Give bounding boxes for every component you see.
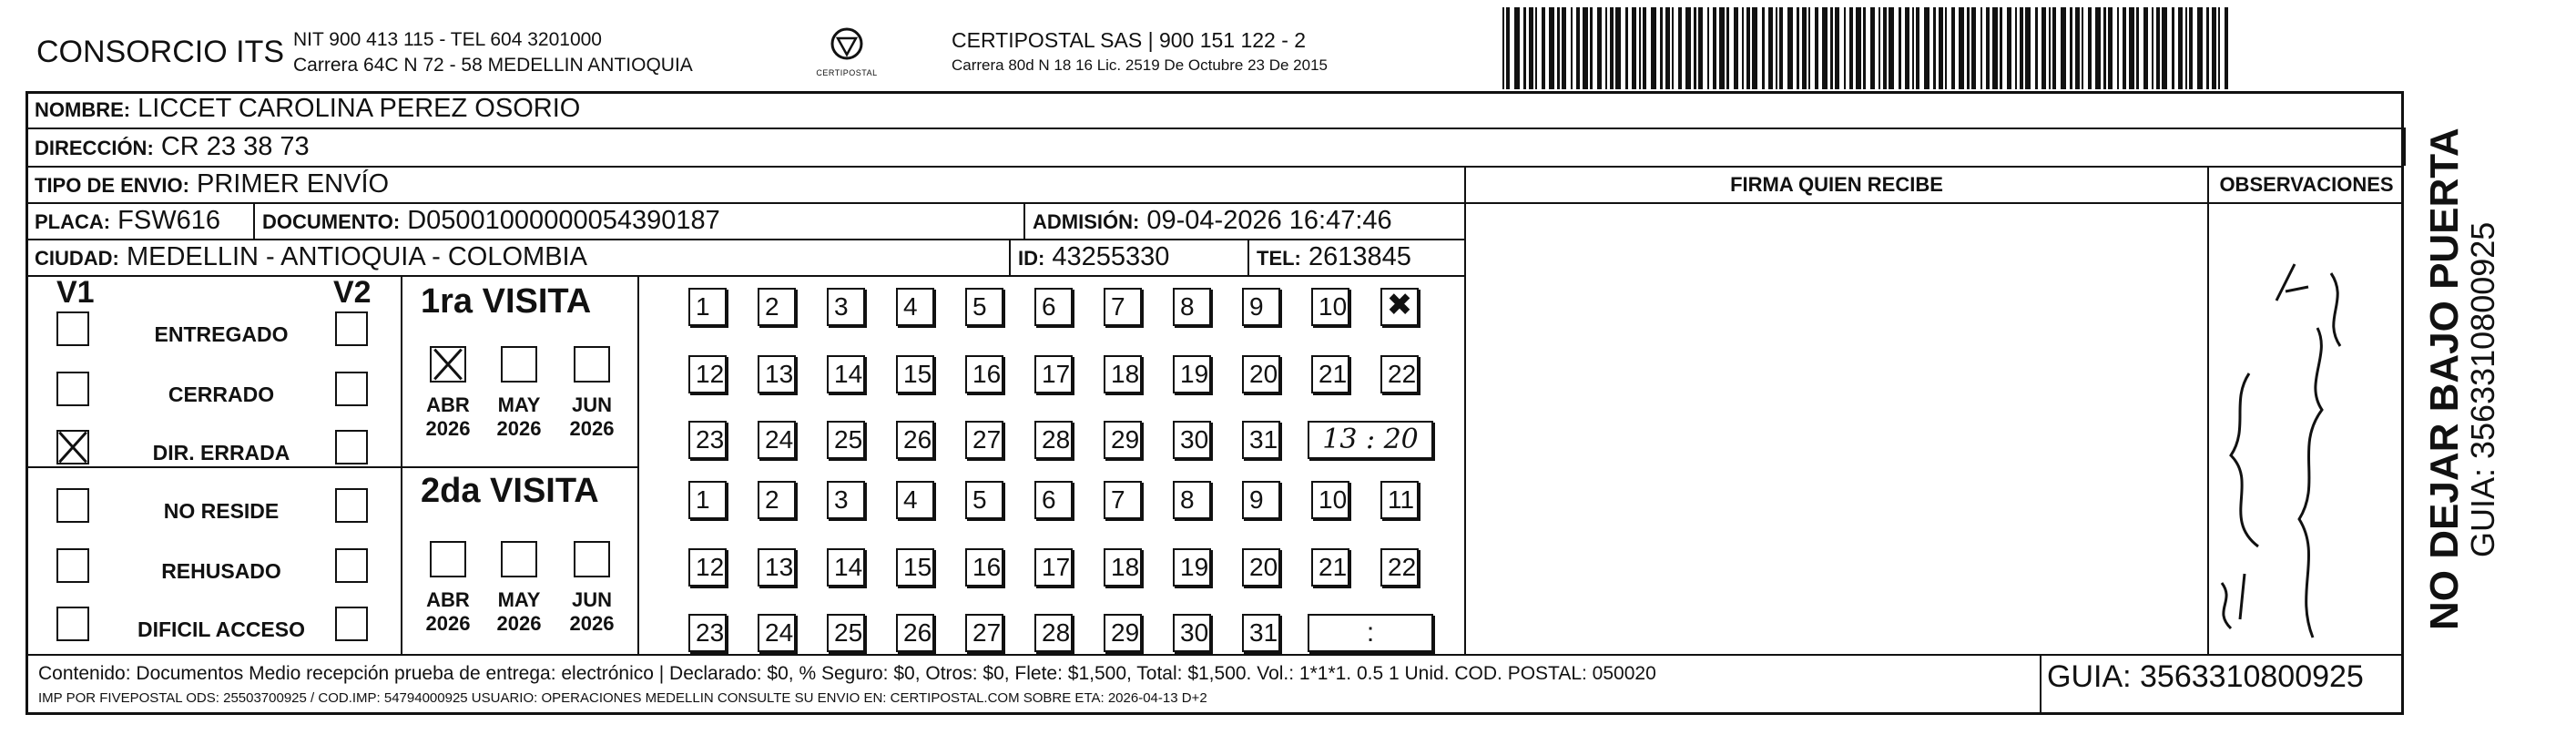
barcode-bar (1905, 7, 1909, 89)
barcode-bar (2015, 7, 2017, 89)
barcode-bar (2049, 7, 2051, 89)
cell-divider (1247, 239, 1249, 275)
calendar-day-box: 24 (758, 421, 796, 459)
barcode-bar (1583, 7, 1588, 89)
barcode-bar (1945, 7, 1947, 89)
barcode-bar (2206, 7, 2209, 89)
barcode-bar (1632, 7, 1636, 89)
month-checkbox (574, 346, 610, 383)
calendar-day-box: 27 (965, 421, 1003, 459)
barcode-bar (1787, 7, 1793, 89)
barcode-bar (1762, 7, 1765, 89)
contents-summary: Contenido: Documentos Medio recepción prueba de entrega: electrónico | Declarado: $0, % Seguro: $0, Otros: $0, Flete: $1,500, Total: $1,500. Vol.: 1*1*1. 0.5 1 Unid. COD. POSTAL: 050020 (38, 663, 1656, 684)
calendar-day-box: 25 (827, 421, 865, 459)
barcode-bar (2000, 7, 2002, 89)
barcode-bar (1529, 7, 1533, 89)
plate: FSW616 (117, 206, 220, 235)
v2-status-checkbox (335, 430, 368, 464)
barcode-bar (1815, 7, 1818, 89)
barcode-bar (2123, 7, 2126, 89)
status-option-label: REHUSADO (161, 559, 281, 583)
calendar-day-box: 22 (1380, 355, 1419, 393)
barcode-bar (2162, 7, 2167, 89)
signature-column-header: FIRMA QUIEN RECIBE (1730, 173, 1943, 196)
document-number: D05001000000054390187 (407, 206, 720, 235)
barcode-bar (1808, 7, 1810, 89)
barcode-bar (2088, 7, 2092, 89)
calendar-day-box: 3 (827, 481, 865, 519)
month-year-label: 2026 (569, 612, 615, 635)
admission-field (1033, 206, 1392, 236)
v1-status-checkbox (56, 430, 89, 464)
barcode-bar (1502, 7, 1504, 89)
barcode-bar (1514, 7, 1520, 89)
month-checkbox (501, 541, 537, 577)
barcode-bar (2070, 7, 2072, 89)
month-label: ABR (426, 393, 470, 416)
month-label: MAY (497, 393, 541, 416)
barcode-bar (1951, 7, 1955, 89)
barcode-bar (2075, 7, 2080, 89)
recipient-address: CR 23 38 73 (160, 132, 310, 161)
row-divider (25, 202, 2404, 204)
barcode-bar (1980, 7, 1982, 89)
barcode-bar (1797, 7, 1799, 89)
barcode-bar (1802, 7, 1807, 89)
calendar-day-box: 21 (1311, 355, 1349, 393)
calendar-day-box: 10 (1311, 481, 1349, 519)
v2-status-checkbox (335, 607, 368, 641)
recipient-name: LICCET CAROLINA PEREZ OSORIO (137, 94, 581, 123)
calendar-day-box: 28 (1034, 614, 1073, 652)
calendar-day-box: 16 (965, 355, 1003, 393)
row-divider (25, 166, 2404, 168)
city-label: CIUDAD: (35, 247, 119, 270)
barcode-bar (2189, 7, 2193, 89)
cell-divider (253, 202, 255, 239)
admission-label: ADMISIÓN: (1033, 210, 1140, 233)
barcode-bar (1597, 7, 1602, 89)
document-field (262, 206, 720, 236)
barcode-bar (2082, 7, 2083, 89)
status-option-label: CERRADO (168, 383, 275, 406)
calendar-day-box: 26 (896, 421, 934, 459)
second-visit-title: 2da VISITA (421, 472, 599, 510)
carrier-logo-caption: CERTIPOSTAL (816, 68, 878, 77)
calendar-day-box: 12 (688, 548, 727, 587)
barcode-bar (1734, 7, 1738, 89)
phone-field (1257, 242, 1411, 272)
calendar-day-box: 2 (758, 481, 796, 519)
barcode-bar (1933, 7, 1936, 89)
calendar-day-box: 31 (1242, 614, 1280, 652)
barcode-bar (1776, 7, 1777, 89)
calendar-day-box: 13 (758, 548, 796, 587)
month-label: ABR (426, 588, 470, 611)
v2-status-checkbox (335, 488, 368, 523)
v1-header: V1 (56, 275, 95, 310)
calendar-day-box: 17 (1034, 355, 1073, 393)
calendar-day-box: 26 (896, 614, 934, 652)
shipment-type-field (35, 169, 389, 199)
calendar-day-box: 29 (1104, 421, 1142, 459)
barcode-bar (1625, 7, 1628, 89)
document-label: DOCUMENTO: (262, 210, 401, 233)
barcode-bar (2035, 7, 2038, 89)
recipient-address-field (35, 132, 310, 162)
recipient-name-label: NOMBRE: (35, 98, 131, 121)
barcode-bar (1856, 7, 1861, 89)
observations-column-header: OBSERVACIONES (2219, 173, 2394, 196)
cell-divider (2040, 654, 2041, 715)
barcode-bar (2225, 7, 2228, 89)
status-option-label: NO RESIDE (163, 499, 280, 523)
barcode-bar (1678, 7, 1682, 89)
barcode-bar (2117, 7, 2119, 89)
shipment-type-label: TIPO DE ENVIO: (35, 174, 189, 197)
barcode-bar (1726, 7, 1729, 89)
barcode-bar (1986, 7, 1990, 89)
print-info: IMP POR FIVEPOSTAL ODS: 25503700925 / COD.IMP: 54794000925 USUARIO: OPERACIONES MEDELLIN CONSULTE SU ENVIO EN: CERTIPOSTAL.COM SOBRE ETA: 2026-04-13 D+2 (38, 690, 1207, 706)
cell-divider (401, 275, 402, 654)
calendar-day-box: 30 (1173, 421, 1211, 459)
barcode-bar (1523, 7, 1526, 89)
barcode-bar (1830, 7, 1833, 89)
calendar-day-box: 16 (965, 548, 1003, 587)
barcode-bar (1835, 7, 1839, 89)
carrier-logo (810, 26, 883, 80)
barcode-bar (1660, 7, 1663, 89)
barcode-bar (2052, 7, 2056, 89)
calendar-day-box: 13 (758, 355, 796, 393)
barcode-bar (1912, 7, 1914, 89)
barcode-bar (1707, 7, 1709, 89)
barcode-bar (1768, 7, 1773, 89)
visit-time-box: 13 : 20 (1308, 421, 1433, 459)
calendar-day-box: 20 (1242, 355, 1280, 393)
month-checkbox (501, 346, 537, 383)
barcode-bar (1571, 7, 1573, 89)
barcode-bar (1870, 7, 1875, 89)
carrier-address: Carrera 80d N 18 16 Lic. 2519 De Octubre 23 De 2015 (952, 56, 1328, 74)
calendar-day-box: 14 (827, 548, 865, 587)
barcode-bar (1939, 7, 1943, 89)
calendar-day-box: 22 (1380, 548, 1419, 587)
calendar-day-box: 18 (1104, 548, 1142, 587)
v2-status-checkbox (335, 548, 368, 583)
barcode-bar (2143, 7, 2148, 89)
cell-divider (1009, 239, 1011, 275)
barcode-bar (2103, 7, 2106, 89)
side-tracking-number: GUIA: 3563310800925 (2464, 221, 2501, 557)
barcode-bar (1685, 7, 1691, 89)
tracking-number: GUIA: 3563310800925 (2047, 659, 2364, 694)
company-nit-line: NIT 900 413 115 - TEL 604 3201000 (293, 29, 602, 50)
barcode-bar (1535, 7, 1537, 89)
barcode-bar (2041, 7, 2046, 89)
column-divider (2404, 128, 2406, 166)
calendar-day-box: 7 (1104, 481, 1142, 519)
company-info (293, 27, 693, 78)
status-option-label: ENTREGADO (154, 322, 289, 346)
carrier-line: CERTIPOSTAL SAS | 900 151 122 - 2 (952, 28, 1307, 52)
calendar-day-box: 4 (896, 481, 934, 519)
shipment-type: PRIMER ENVÍO (196, 169, 390, 199)
barcode-bar (2061, 7, 2066, 89)
barcode-bar (2129, 7, 2134, 89)
plate-field (35, 206, 220, 236)
barcode-bar (1576, 7, 1580, 89)
month-checkbox (430, 541, 466, 577)
calendar-day-box: 10 (1311, 288, 1349, 326)
first-visit-title: 1ra VISITA (421, 282, 592, 321)
calendar-day-box: 5 (965, 481, 1003, 519)
calendar-day-box: 28 (1034, 421, 1073, 459)
barcode-bar (1590, 7, 1593, 89)
v1-status-checkbox (56, 311, 89, 346)
barcode-bar (2212, 7, 2216, 89)
city-field (35, 242, 587, 272)
calendar-day-box: 4 (896, 288, 934, 326)
barcode-bar (1506, 7, 1510, 89)
company-address-line: Carrera 64C N 72 - 58 MEDELLIN ANTIOQUIA (293, 55, 693, 76)
cell-divider (637, 275, 639, 654)
barcode-bar (2152, 7, 2153, 89)
carrier-logo-icon (827, 26, 867, 64)
month-year-label: 2026 (496, 612, 542, 635)
company-name: CONSORCIO ITS (36, 35, 285, 69)
calendar-day-box: 19 (1173, 355, 1211, 393)
barcode-bar (1752, 7, 1757, 89)
carrier-info (952, 27, 1328, 78)
calendar-day-box: 19 (1173, 548, 1211, 587)
barcode-bar (1971, 7, 1976, 89)
calendar-day-box: 20 (1242, 548, 1280, 587)
barcode-bar (1643, 7, 1646, 89)
month-label: MAY (497, 588, 541, 611)
barcode-bar (1713, 7, 1716, 89)
barcode-bar (2136, 7, 2139, 89)
barcode-bar (2007, 7, 2011, 89)
barcode-bar (1863, 7, 1866, 89)
barcode-bar (1992, 7, 1998, 89)
cell-divider (1023, 202, 1025, 239)
calendar-day-box: 9 (1242, 288, 1280, 326)
calendar-day-box: 18 (1104, 355, 1142, 393)
calendar-day-box: 11 (1380, 481, 1419, 519)
tracking-barcode (1502, 7, 2231, 89)
calendar-day-box: 1 (688, 481, 727, 519)
barcode-bar (1672, 7, 1674, 89)
row-divider (25, 466, 637, 468)
barcode-bar (2197, 7, 2203, 89)
row-divider (25, 128, 2404, 129)
calendar-day-box (1380, 288, 1419, 326)
barcode-bar (1883, 7, 1887, 89)
barcode-bar (1967, 7, 1970, 89)
status-option-label: DIR. ERRADA (152, 441, 290, 464)
month-year-label: 2026 (425, 417, 471, 440)
barcode-bar (1742, 7, 1744, 89)
month-label: JUN (571, 393, 612, 416)
calendar-day-box: 15 (896, 548, 934, 587)
calendar-day-box: 8 (1173, 288, 1211, 326)
barcode-bar (1557, 7, 1560, 89)
calendar-day-box: 8 (1173, 481, 1211, 519)
phone-label: TEL: (1257, 247, 1301, 270)
city: MEDELLIN - ANTIOQUIA - COLOMBIA (126, 242, 587, 271)
barcode-bar (1549, 7, 1554, 89)
month-year-label: 2026 (425, 612, 471, 635)
barcode-bar (1959, 7, 1964, 89)
v2-status-checkbox (335, 372, 368, 406)
recipient-address-label: DIRECCIÓN: (35, 137, 154, 159)
plate-label: PLACA: (35, 210, 111, 233)
barcode-bar (1615, 7, 1621, 89)
barcode-bar (1698, 7, 1703, 89)
id-label: ID: (1018, 247, 1045, 270)
barcode-bar (2095, 7, 2101, 89)
footer-divider (25, 654, 2404, 656)
calendar-day-box: 1 (688, 288, 727, 326)
calendar-day-box: 24 (758, 614, 796, 652)
calendar-day-box: 30 (1173, 614, 1211, 652)
barcode-bar (2020, 7, 2023, 89)
barcode-bar (1605, 7, 1607, 89)
barcode-bar (1849, 7, 1853, 89)
v2-header: V2 (333, 275, 372, 310)
month-checkbox (574, 541, 610, 577)
barcode-bar (1844, 7, 1846, 89)
calendar-day-box: 29 (1104, 614, 1142, 652)
v1-status-checkbox (56, 607, 89, 641)
calendar-day-box: 21 (1311, 548, 1349, 587)
calendar-day-box: 31 (1242, 421, 1280, 459)
calendar-day-box: 2 (758, 288, 796, 326)
calendar-day-box: 5 (965, 288, 1003, 326)
barcode-bar (2025, 7, 2031, 89)
barcode-bar (2178, 7, 2183, 89)
calendar-day-box: 12 (688, 355, 727, 393)
row-divider (25, 275, 1464, 277)
barcode-bar (1639, 7, 1641, 89)
do-not-leave-warning: NO DEJAR BAJO PUERTA (2422, 128, 2467, 630)
barcode-bar (1562, 7, 1566, 89)
month-checkbox (430, 346, 466, 383)
id-number: 43255330 (1052, 242, 1170, 271)
calendar-day-box: 6 (1034, 481, 1073, 519)
barcode-bar (2156, 7, 2160, 89)
phone-number: 2613845 (1308, 242, 1411, 271)
barcode-bar (1651, 7, 1656, 89)
calendar-day-box: 6 (1034, 288, 1073, 326)
calendar-day-box: 17 (1034, 548, 1073, 587)
v2-status-checkbox (335, 311, 368, 346)
barcode-bar (1746, 7, 1750, 89)
handwritten-observation-signature (2194, 246, 2404, 647)
barcode-bar (2172, 7, 2174, 89)
recipient-name-field (35, 94, 580, 124)
barcode-bar (1665, 7, 1670, 89)
barcode-bar (1916, 7, 1919, 89)
visit-time-box: : (1308, 614, 1433, 652)
month-year-label: 2026 (569, 417, 615, 440)
calendar-day-box: 7 (1104, 288, 1142, 326)
calendar-day-box: 15 (896, 355, 934, 393)
calendar-day-box: 25 (827, 614, 865, 652)
calendar-day-box: 23 (688, 421, 727, 459)
v1-status-checkbox (56, 372, 89, 406)
calendar-day-box: 14 (827, 355, 865, 393)
column-divider (1464, 166, 1466, 654)
barcode-bar (1822, 7, 1828, 89)
barcode-bar (2218, 7, 2220, 89)
barcode-bar (2185, 7, 2187, 89)
barcode-bar (1719, 7, 1725, 89)
barcode-bar (1542, 7, 1545, 89)
admission-datetime: 09-04-2026 16:47:46 (1146, 206, 1392, 235)
barcode-bar (1924, 7, 1929, 89)
calendar-day-box: 9 (1242, 481, 1280, 519)
barcode-bar (1889, 7, 1894, 89)
barcode-bar (2108, 7, 2113, 89)
v1-status-checkbox (56, 488, 89, 523)
status-option-label: DIFICIL ACCESO (137, 617, 305, 641)
id-field (1018, 242, 1169, 272)
calendar-day-box: 3 (827, 288, 865, 326)
barcode-bar (1879, 7, 1880, 89)
barcode-bar (1610, 7, 1614, 89)
barcode-bar (1779, 7, 1783, 89)
calendar-day-box: 23 (688, 614, 727, 652)
month-label: JUN (571, 588, 612, 611)
month-year-label: 2026 (496, 417, 542, 440)
barcode-bar (1899, 7, 1901, 89)
v1-status-checkbox (56, 548, 89, 583)
calendar-day-box: 27 (965, 614, 1003, 652)
barcode-bar (1694, 7, 1696, 89)
